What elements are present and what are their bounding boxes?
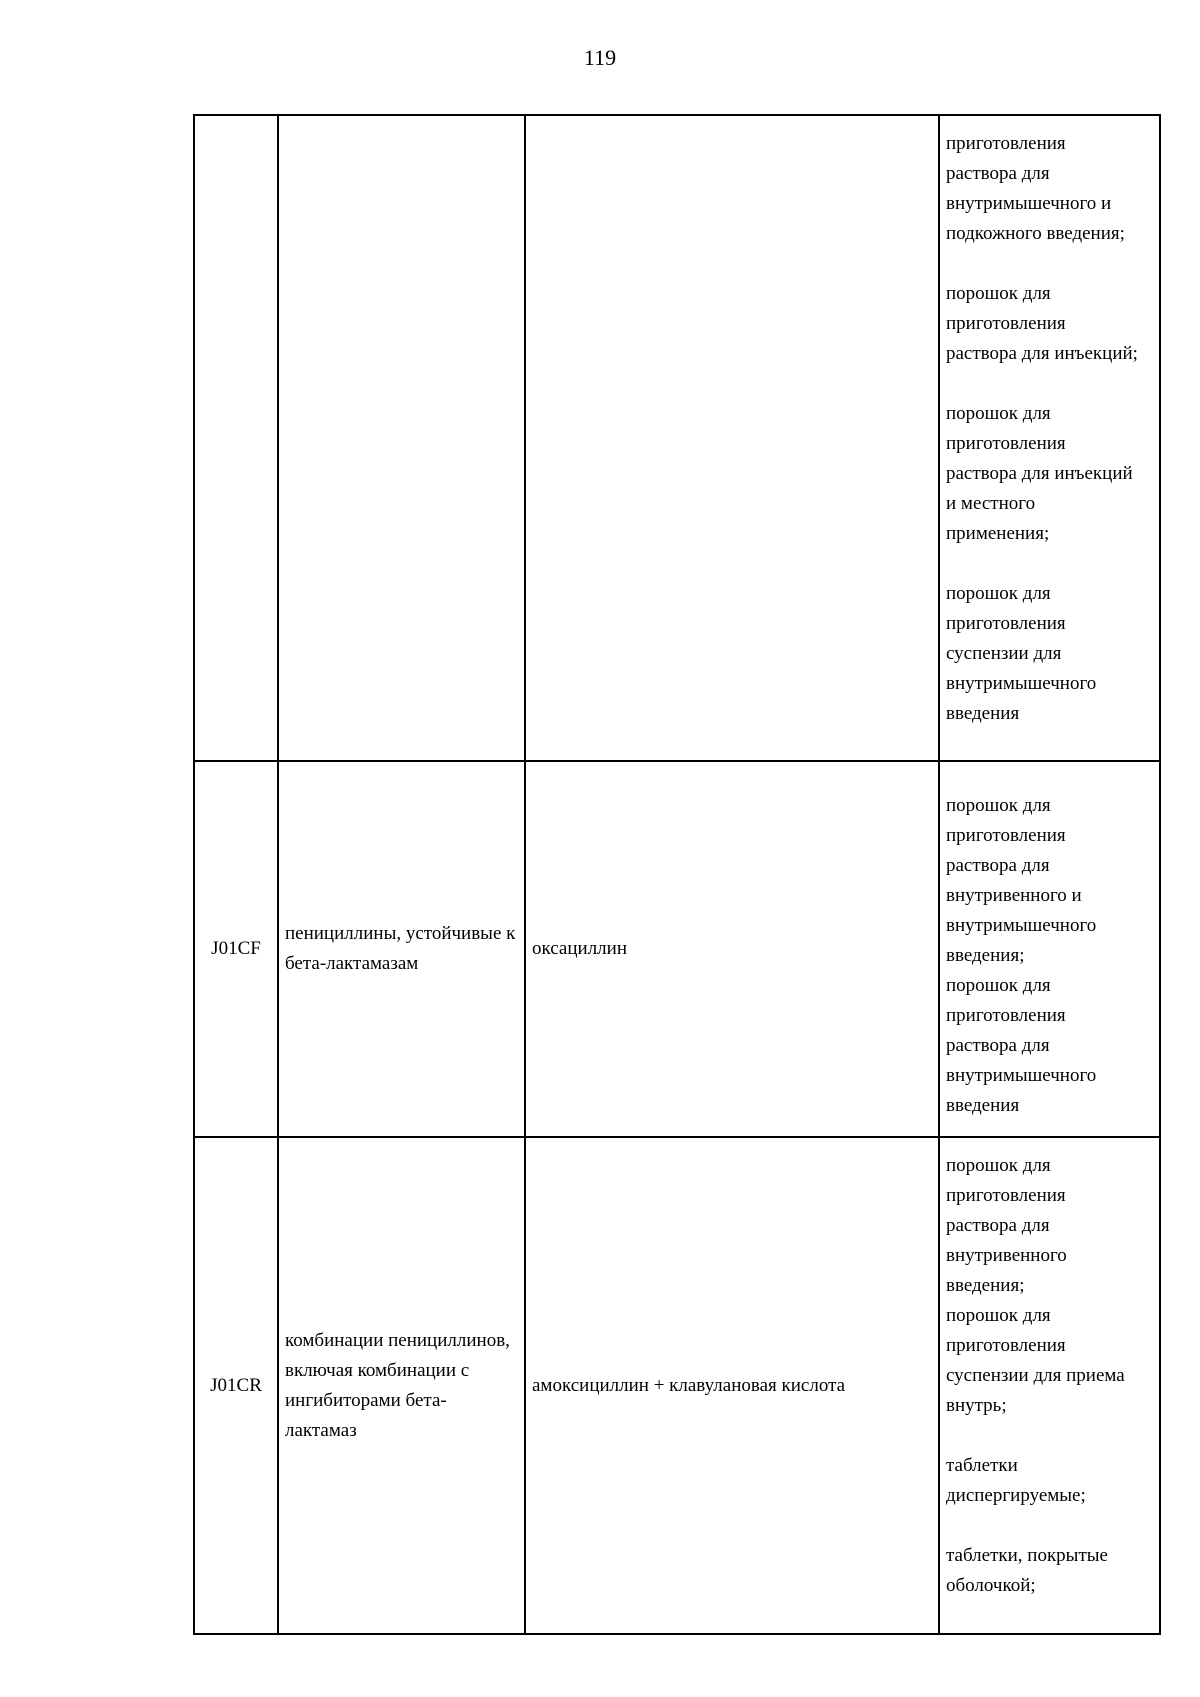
dosage-form-item: порошок для приготовления раствора для инъекций и местного применения;	[946, 403, 1133, 544]
atc-code-cell: J01CF	[194, 761, 278, 1137]
atc-code-cell: J01CR	[194, 1137, 278, 1634]
dosage-form-item: порошок для приготовления раствора для внутривенного введения;	[946, 1155, 1067, 1296]
pharmacological-group-cell	[278, 115, 525, 761]
drug-name-cell	[525, 115, 939, 761]
table-row	[194, 1137, 1160, 1634]
dosage-form-item: порошок для приготовления раствора для внутримышечного введения	[946, 975, 1097, 1116]
dosage-form-item: порошок для приготовления раствора для инъекций;	[946, 283, 1138, 364]
atc-code-cell	[194, 115, 278, 761]
pharmacological-group-cell: комбинации пенициллинов, включая комбинации с ингибиторами бета-лактамаз	[278, 1137, 525, 1634]
dosage-form-item: таблетки диспергируемые;	[946, 1455, 1086, 1506]
dosage-form-cell	[939, 115, 1160, 761]
dosage-form-item: порошок для приготовления суспензии для приема внутрь;	[946, 1305, 1125, 1416]
pharmacological-group-cell: пенициллины, устойчивые к бета-лактамазам	[278, 761, 525, 1137]
table-row	[194, 115, 1160, 761]
table-row	[194, 761, 1160, 1137]
dosage-form-cell	[939, 1137, 1160, 1634]
drug-table	[193, 114, 1161, 1635]
dosage-form-cell	[939, 761, 1160, 1137]
dosage-form-item: приготовления раствора для внутримышечного и подкожного введения;	[946, 133, 1125, 244]
drug-name-cell: амоксициллин + клавулановая кислота	[525, 1137, 939, 1634]
dosage-form-item: порошок для приготовления суспензии для внутримышечного введения	[946, 583, 1097, 724]
dosage-form-item: таблетки, покрытые оболочкой;	[946, 1545, 1108, 1596]
dosage-form-item: порошок для приготовления раствора для внутривенного и внутримышечного введения;	[946, 795, 1097, 966]
drug-name-cell: оксациллин	[525, 761, 939, 1137]
page-number: 119	[583, 45, 617, 70]
